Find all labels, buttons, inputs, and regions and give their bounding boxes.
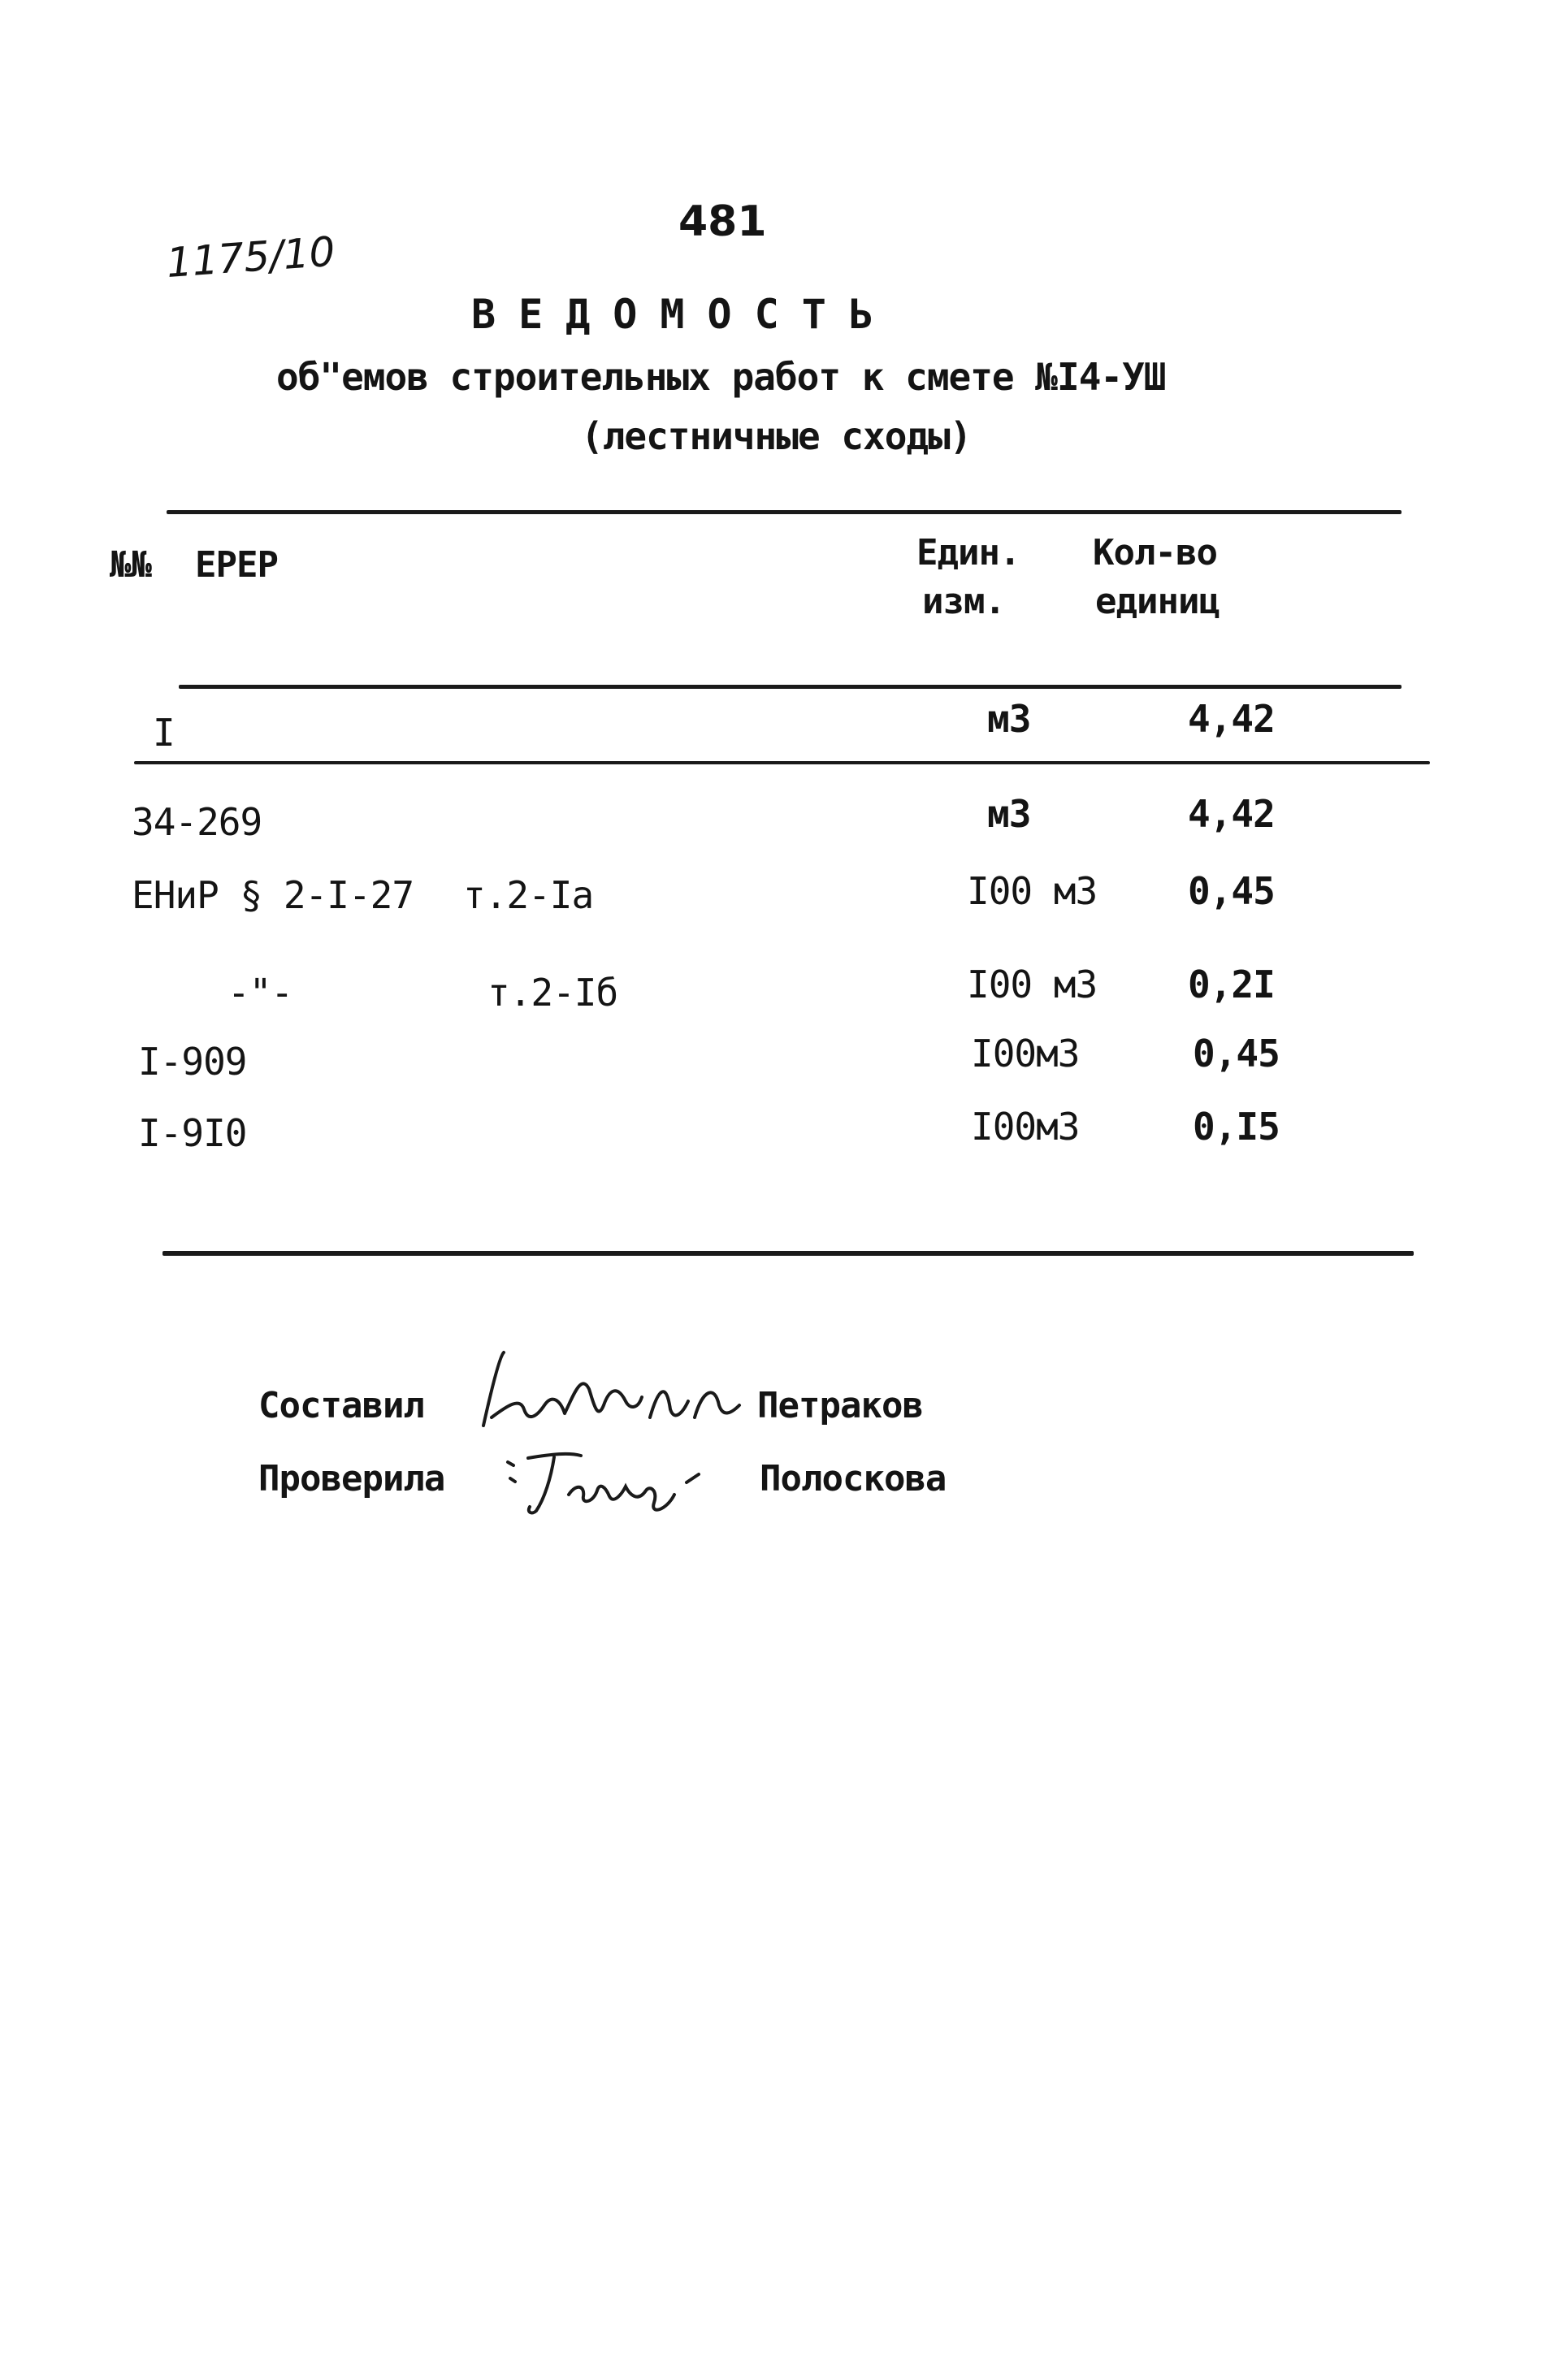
page-number: 481 bbox=[678, 197, 767, 246]
row-3-ref: т.2-Iб bbox=[487, 971, 618, 1015]
header-col-erer: ЕРЕР bbox=[195, 544, 278, 586]
row-4-qty: 0,45 bbox=[1193, 1032, 1280, 1075]
section-unit: м3 bbox=[987, 697, 1031, 741]
row-3-code: -"- bbox=[227, 971, 293, 1015]
document-title: ВЕДОМОСТЬ bbox=[471, 291, 896, 338]
row-4-code: I-909 bbox=[138, 1040, 247, 1084]
row-3-qty: 0,2I bbox=[1188, 963, 1275, 1006]
row-5-qty: 0,I5 bbox=[1193, 1105, 1280, 1149]
row-5-unit: I00м3 bbox=[971, 1105, 1080, 1149]
header-col-qty-2: единиц bbox=[1095, 581, 1220, 622]
section-bottom-rule bbox=[134, 761, 1430, 764]
header-col-no: №№ bbox=[110, 544, 151, 586]
header-col-qty-1: Кол-во bbox=[1093, 532, 1217, 573]
checked-by-label: Проверила bbox=[258, 1458, 445, 1499]
table-bottom-rule bbox=[162, 1251, 1414, 1256]
section-label: I bbox=[153, 711, 175, 755]
row-2-qty: 0,45 bbox=[1188, 869, 1275, 913]
header-col-unit-2: изм. bbox=[922, 581, 1005, 622]
row-4-unit: I00м3 bbox=[971, 1032, 1080, 1075]
row-1-qty: 4,42 bbox=[1188, 792, 1275, 836]
checked-signature bbox=[504, 1446, 715, 1519]
section-qty: 4,42 bbox=[1188, 697, 1275, 741]
compiled-by-label: Составил bbox=[258, 1385, 424, 1426]
row-2-unit: I00 м3 bbox=[967, 869, 1098, 913]
row-1-code: 34-269 bbox=[132, 800, 262, 844]
document-subtitle-2: (лестничные сходы) bbox=[581, 414, 972, 458]
compiled-signature bbox=[475, 1340, 743, 1438]
row-2-ref: т.2-Iа bbox=[463, 873, 594, 917]
row-5-code: I-9I0 bbox=[138, 1111, 247, 1155]
row-2-code: ЕНиР § 2-I-27 bbox=[132, 873, 414, 917]
row-3-unit: I00 м3 bbox=[967, 963, 1098, 1006]
header-bottom-rule bbox=[179, 685, 1402, 689]
archive-mark: 1175/10 bbox=[164, 227, 337, 287]
document-subtitle: об"емов строительных работ к смете №I4-УШ bbox=[276, 355, 1166, 399]
row-1-unit: м3 bbox=[987, 792, 1031, 836]
header-col-unit-1: Един. bbox=[916, 532, 1020, 573]
table-top-rule bbox=[167, 510, 1402, 514]
checked-by-name: Полоскова bbox=[760, 1458, 947, 1499]
compiled-by-name: Петраков bbox=[757, 1385, 923, 1426]
